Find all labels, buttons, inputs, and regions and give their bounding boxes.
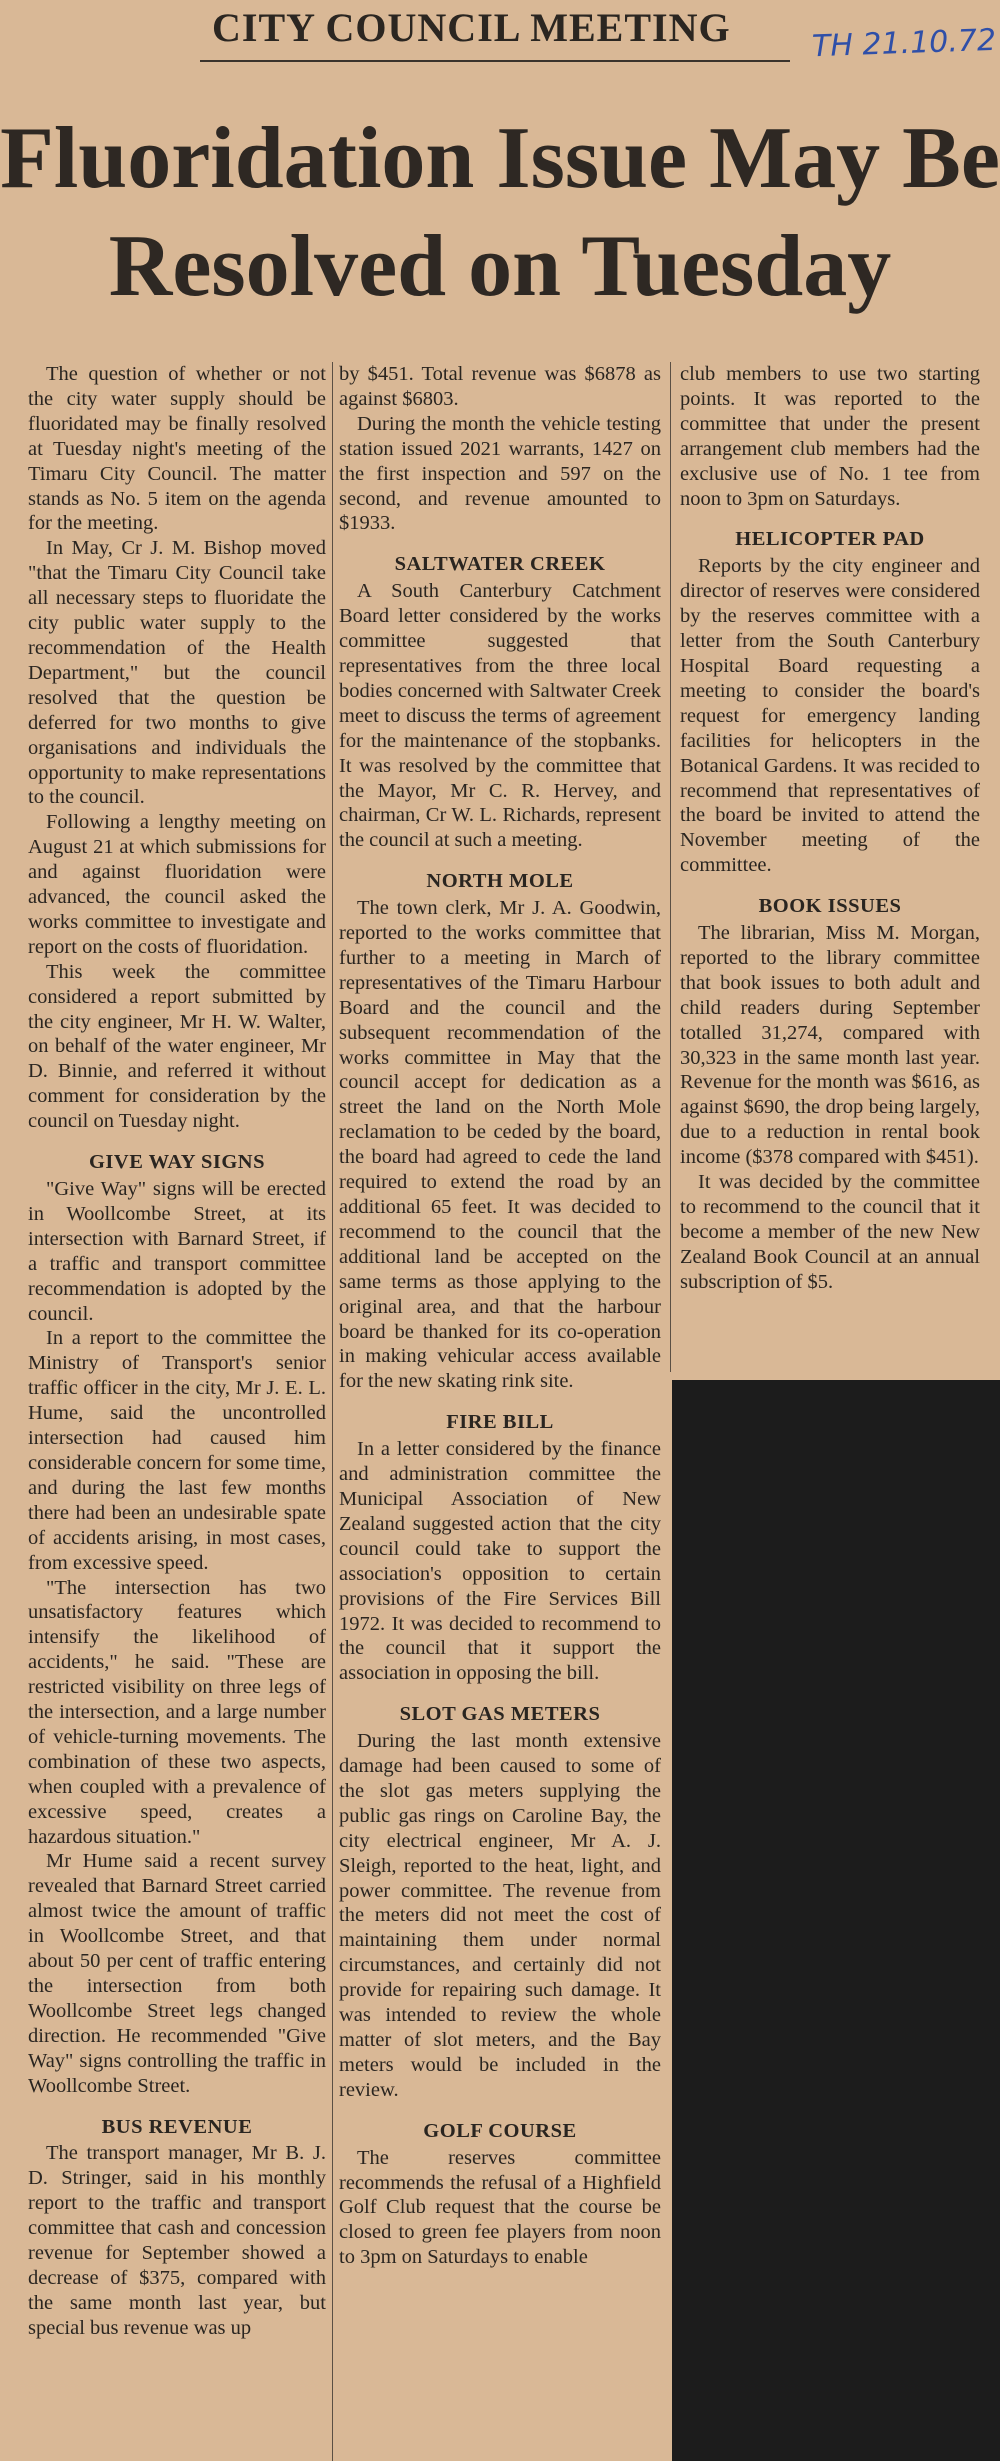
subheading-north-mole: NORTH MOLE	[426, 870, 574, 893]
paragraph: It was decided by the committee to recommend to the council that it become a member of the new New Zealand Book Council at an annual subscription of $5.	[680, 1171, 980, 1293]
paragraph: During the month the vehicle testing station issued 2021 warrants, 1427 on the first inspection and 597 on the second, and revenue amounted to $1933.	[339, 412, 661, 535]
paragraph: by $451. Total revenue was $6878 as against $6803.	[339, 363, 661, 410]
subheading-bus-revenue: BUS REVENUE	[101, 2115, 253, 2138]
subheading-helicopter-pad: HELICOPTER PAD	[735, 528, 925, 551]
article-column-2	[339, 362, 661, 2270]
section-kicker: CITY COUNCIL MEETING	[212, 5, 731, 50]
headline	[0, 105, 1000, 321]
paragraph: Mr Hume said a recent survey revealed that Barnard Street carried almost twice the amount of traffic in Woollcombe Street, and that about 50 per cent of traffic entering the intersection from both Woollcombe Street legs changed direction. He recommended "Give Way" signs controlling the traffic in Woollcombe Street.	[28, 1850, 326, 2097]
kicker-underline	[200, 60, 790, 62]
paragraph: Reports by the city engineer and director of reserves were considered by the reserves committee with a letter from the South Canterbury Hospital Board requesting a meeting to consider the board's request for emergency landing facilities for helicopters in the Botanical Gardens. It was recided to recommend that representatives of the board be invited to attend the November meeting of the committee.	[680, 555, 980, 877]
paragraph: The transport manager, Mr B. J. D. Stringer, said in his monthly report to the traffic and transport committee that cash and concession revenue for September showed a decrease of $375, compared with the same month last year, but special bus revenue was up	[28, 2142, 326, 2339]
handwritten-date-note: TH 21.10.72	[811, 22, 997, 65]
article-column-3	[680, 362, 980, 1295]
dark-background-area	[672, 1380, 1000, 2461]
paragraph: "The intersection has two unsatisfactory features which intensify the likelihood of accidents," he said. "These are restricted visibility on three legs of the intersection, and a large number of vehicle-turning movements. The combination of these two aspects, when coupled with a prevalence of excessive speed, creates a hazardous situation."	[28, 1576, 326, 1848]
paragraph: club members to use two starting points. It was reported to the committee that under the present arrangement club members had the exclusive use of No. 1 tee from noon to 3pm on Saturdays.	[680, 363, 980, 510]
column-rule-1	[332, 362, 333, 2461]
subheading-golf-course: GOLF COURSE	[423, 2119, 577, 2142]
subheading-book-issues: BOOK ISSUES	[758, 895, 902, 918]
headline-line-2: Resolved on Tuesday	[108, 218, 892, 315]
subheading-slot-gas-meters: SLOT GAS METERS	[399, 1703, 601, 1726]
article-column-1	[28, 362, 326, 2341]
subheading-saltwater-creek: SALTWATER CREEK	[394, 553, 606, 576]
paragraph: The town clerk, Mr J. A. Goodwin, reported to the works committee that further to a meeting in March of representatives of the Timaru Harbour Board and the council and the subsequent recommendation of the works committee in May that the council accept for dedication as a street the land on the North Mole reclamation to be ceded by the board, the board had agreed to cede the land required to extend the road by an additional 65 feet. It was decided to recommend to the council that the additional land be accepted on the same terms as those applying to the original area, and that the harbour board be thanked for its co-operation in making vehicular access available for the new skating rink site.	[339, 897, 661, 1393]
paragraph: Following a lengthy meeting on August 21 at which submissions for and against fluoridation were advanced, the council asked the works committee to investigate and report on the costs of fluoridation.	[28, 811, 326, 958]
subheading-give-way-signs: GIVE WAY SIGNS	[88, 1151, 265, 1174]
paragraph: In May, Cr J. M. Bishop moved "that the Timaru City Council take all necessary steps to fluoridate the city public water supply to the recommendation of the Health Department," but the council resolved that the question be deferred for two months to give organisations and individuals the opportunity to make representations to the council.	[28, 537, 326, 809]
paragraph: The question of whether or not the city water supply should be fluoridated may be finally resolved at Tuesday night's meeting of the Timaru City Council. The matter stands as No. 5 item on the agenda for the meeting.	[28, 363, 326, 535]
paragraph: The librarian, Miss M. Morgan, reported to the library committee that book issues to both adult and child readers during September totalled 31,274, compared with 30,323 in the same month last year. Revenue for the month was $616, as against $690, the drop being largely, due to a reduction in rental book income ($378 compared with $451).	[680, 922, 980, 1169]
column-rule-2	[670, 362, 671, 1372]
paragraph: This week the committee considered a report submitted by the city engineer, Mr H. W. Walter, on behalf of the water engineer, Mr D. Binnie, and referred it without comment for consideration by the council on Tuesday night.	[28, 960, 326, 1133]
paragraph: "Give Way" signs will be erected in Woollcombe Street, at its intersection with Barnard Street, if a traffic and transport committee recommendation is adopted by the council.	[28, 1178, 326, 1325]
paragraph: During the last month extensive damage had been caused to some of the slot gas meters supplying the public gas rings on Caroline Bay, the city electrical engineer, Mr A. J. Sleigh, reported to the heat, light, and power committee. The revenue from the meters did not meet the cost of maintaining them under normal circumstances, and certainly did not provide for repairing such damage. It was intended to review the whole matter of slot meters, and the Bay meters would be included in the review.	[339, 1730, 661, 2101]
subheading-fire-bill: FIRE BILL	[446, 1411, 554, 1434]
paragraph: In a letter considered by the finance and administration committee the Municipal Association of New Zealand suggested action that the city council could take to support the association's opposition to certain provisions of the Fire Services Bill 1972. It was decided to recommend to the council that it support the association in opposing the bill.	[339, 1438, 661, 1685]
clipping-header	[0, 0, 1000, 70]
paragraph: In a report to the committee the Ministry of Transport's senior traffic officer in the city, Mr J. E. L. Hume, said the uncontrolled intersection had caused him considerable concern for some time, and during the last few months there had been an undesirable spate of accidents arising, in most cases, from excessive speed.	[28, 1327, 326, 1574]
paragraph: The reserves committee recommends the refusal of a Highfield Golf Club request that the course be closed to green fee players from noon to 3pm on Saturdays to enable	[339, 2146, 661, 2269]
paragraph: A South Canterbury Catchment Board letter considered by the works committee suggested that representatives from the three local bodies concerned with Saltwater Creek meet to discuss the terms of agreement for the maintenance of the stopbanks. It was resolved by the committee that the Mayor, Mr C. R. Hervey, and chairman, Cr W. L. Richards, represent the council at such a meeting.	[339, 580, 661, 852]
headline-line-1: Fluoridation Issue May Be	[0, 110, 1000, 207]
